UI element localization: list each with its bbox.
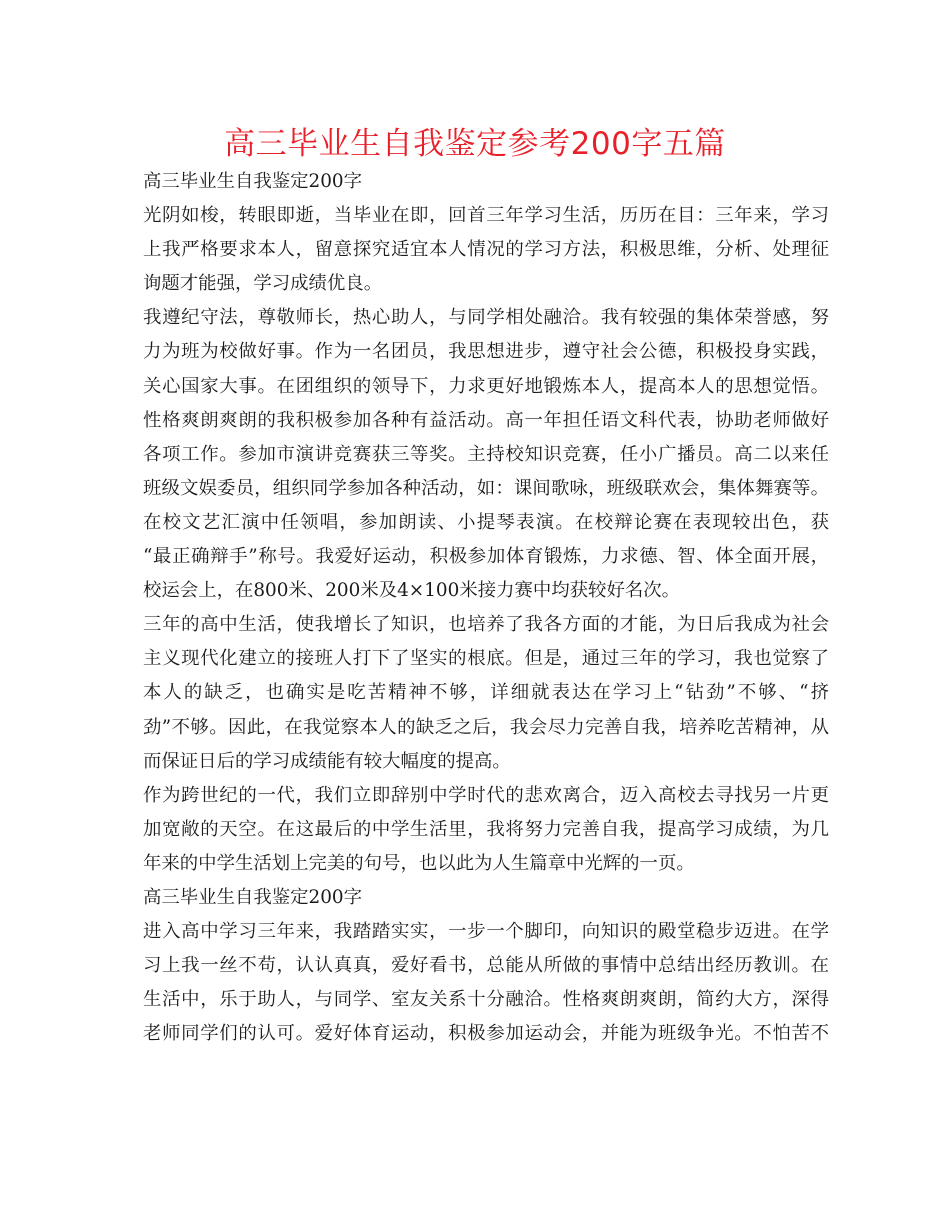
text-line: 我遵纪守法，尊敬师长，热心助人，与同学相处融洽。我有较强的集体荣誉感，努	[143, 307, 829, 329]
text-line: 高三毕业生自我鉴定200字	[143, 171, 363, 192]
text-line: 上我严格要求本人，留意探究适宜本人情况的学习方法，积极思维，分析、处理征	[143, 239, 829, 261]
text-line: 光阴如梭，转眼即逝，当毕业在即，回首三年学习生活，历历在目：三年来，学习	[143, 205, 829, 227]
text-line: 生活中，乐于助人，与同学、室友关系十分融洽。性格爽朗爽朗，简约大方，深得	[143, 989, 829, 1011]
text-line: 性格爽朗爽朗的我积极参加各种有益活动。高一年担任语文科代表，协助老师做好	[143, 409, 829, 431]
text-line: 年来的中学生活划上完美的句号，也以此为人生篇章中光辉的一页。	[143, 852, 695, 874]
text-line: 三年的高中生活，使我增长了知识，也培养了我各方面的才能，为日后我成为社会	[143, 614, 829, 636]
text-line: 校运会上，在800米、200米及4×100米接力赛中均获较好名次。	[143, 580, 681, 602]
text-line: 而保证日后的学习成绩能有较大幅度的提高。	[143, 750, 511, 772]
text-line: 主义现代化建立的接班人打下了坚实的根底。但是，通过三年的学习，我也觉察了	[143, 648, 829, 670]
text-line: “最正确辩手”称号。我爱好运动，积极参加体育锻炼，力求德、智、体全面开展，	[143, 546, 829, 568]
text-line: 询题才能强，学习成绩优良。	[143, 273, 383, 295]
text-line: 本人的缺乏，也确实是吃苦精神不够，详细就表达在学习上“钻劲”不够、“挤	[143, 682, 829, 704]
document-title: 高三毕业生自我鉴定参考200字五篇	[224, 126, 726, 162]
text-line: 作为跨世纪的一代，我们立即辞别中学时代的悲欢离合，迈入高校去寻找另一片更	[143, 784, 829, 806]
text-line: 老师同学们的认可。爱好体育运动，积极参加运动会，并能为班级争光。不怕苦不	[143, 1023, 829, 1045]
text-line: 高三毕业生自我鉴定200字	[143, 886, 363, 908]
text-line: 关心国家大事。在团组织的领导下，力求更好地锻炼本人，提高本人的思想觉悟。	[143, 375, 829, 397]
text-line: 在校文艺汇演中任领唱，参加朗读、小提琴表演。在校辩论赛在表现较出色，获	[143, 511, 829, 533]
text-line: 劲”不够。因此，在我觉察本人的缺乏之后，我会尽力完善自我，培养吃苦精神，从	[143, 716, 829, 738]
document-body	[143, 165, 829, 1051]
text-line: 班级文娱委员，组织同学参加各种活动，如：课间歌咏，班级联欢会，集体舞赛等。	[143, 477, 829, 499]
text-line: 加宽敞的天空。在这最后的中学生活里，我将努力完善自我，提高学习成绩，为几	[143, 818, 829, 840]
text-line: 各项工作。参加市演讲竞赛获三等奖。主持校知识竞赛，任小广播员。高二以来任	[143, 443, 829, 465]
text-line: 力为班为校做好事。作为一名团员，我思想进步，遵守社会公德，积极投身实践，	[143, 341, 829, 363]
text-line: 习上我一丝不苟，认认真真，爱好看书，总能从所做的事情中总结出经历教训。在	[143, 955, 829, 977]
text-line: 进入高中学习三年来，我踏踏实实，一步一个脚印，向知识的殿堂稳步迈进。在学	[143, 921, 829, 943]
